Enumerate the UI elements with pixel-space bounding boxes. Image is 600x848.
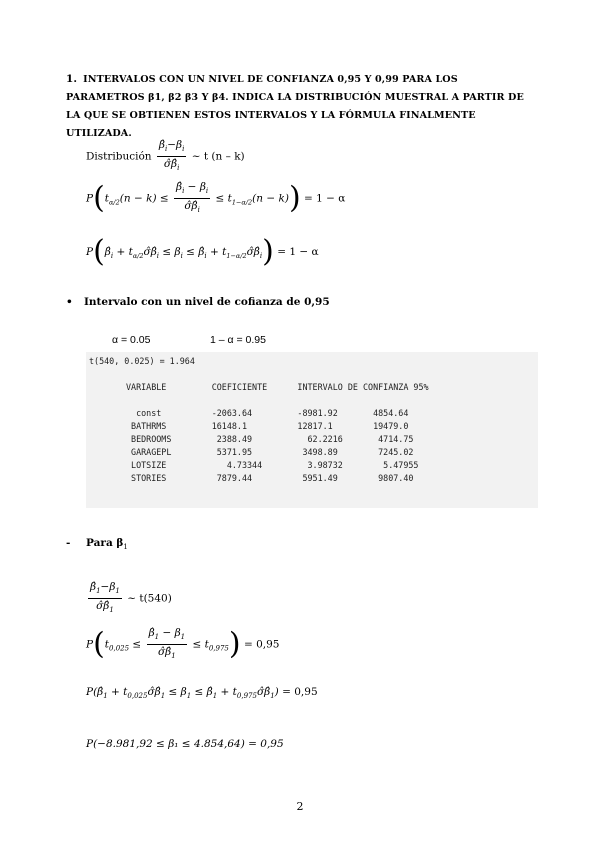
confidence-value: 1 – α = 0.95 (210, 334, 266, 346)
para-heading (66, 537, 128, 551)
regression-output-box (86, 352, 538, 508)
beta1-pivot: $\frac{\betâ_1 - \beta_1}{\sigmâ\betâ_1}$ (148, 627, 186, 660)
heading-number: 1. (66, 73, 78, 85)
beta1-interval-rhs: = 0,95 (282, 686, 318, 698)
pivot-fraction: $\frac{\betâ_i - \beta_i}{\sigmâ\betâ_i}$ (176, 181, 209, 214)
output-row: BEDROOMS 2388.49 62.2216 4714.75 (126, 434, 414, 444)
para-subscript: 1 (123, 543, 128, 551)
output-row: LOTSIZE 4.73344 3.98732 5.47955 (126, 460, 419, 470)
probability-rhs: = 1 − α (304, 192, 346, 205)
interval-rhs: = 1 − α (277, 246, 319, 258)
beta1-distribution (86, 580, 172, 617)
beta1-fraction: $\frac{\betâ_1-\beta_1}{\sigmâ\betâ_1}$ (90, 581, 120, 614)
dash-symbol: - (66, 537, 71, 549)
distribution-rhs: ~ t (n – k) (191, 150, 245, 163)
beta1-probability-rhs: = 0,95 (243, 638, 280, 651)
bullet-symbol: • (66, 296, 73, 308)
distribution-formula (86, 138, 245, 175)
beta1-final: P(−8.981,92 ≤ β₁ ≤ 4.854,64) = 0,95 (86, 738, 284, 750)
heading-text: INTERVALOS CON UN NIVEL DE CONFIANZA 0,95 Y 0,99 PARA LOS PARAMETROS β1, β2 β3 Y β4. INDICA LA DISTRIBUCIÓN MUESTRAL A PARTIR DE LA QUE SE OBTIENEN ESTOS INTERVALOS Y LA FÓRMULA FINALMENTE UTILIZADA. (66, 74, 524, 139)
output-row: const -2063.64 -8981.92 4854.64 (126, 408, 409, 418)
t-statistic-fraction: $\frac{\betâ_i-\beta_i}{\sigmâ\betâ_i}$ (158, 139, 185, 172)
output-header: VARIABLE COEFICIENTE INTERVALO DE CONFIANZA 95% (126, 382, 429, 392)
t-critical-line: t(540, 0.025) = 1.964 (89, 356, 195, 366)
page-number: 2 (296, 800, 304, 813)
beta1-dist-rhs: ~ t(540) (127, 592, 172, 605)
probability-equation: $P(t_{\alpha/2}(n - k)$ ≤ $\frac{\betâ_i - \beta_i}{\sigmâ\betâ_i}$ ≤ $t_{1-\alpha/2}(n - k)) = 1 - \alpha$ (86, 180, 346, 216)
distribution-label: Distribución (86, 150, 152, 163)
beta1-interval: $P(\betâ_1$ + $t_{0,025}\sigmâ\betâ_1 \le \beta_1$ ≤ $\betâ_1$ + $t_{0,975}\sigmâ\betâ_1) = 0,95$ (86, 686, 318, 700)
alpha-value: α = 0.05 (112, 334, 151, 346)
output-row: STORIES 7879.44 5951.49 9807.40 (126, 473, 414, 483)
para-title: Para β (86, 537, 124, 549)
beta1-probability: $P(t_{0,025}$ ≤ $\frac{\betâ_1 - \beta_1}{\sigmâ\betâ_1}$ ≤ $t_{0,975}) = 0,95$ (86, 626, 280, 662)
output-row: BATHRMS 16148.1 12817.1 19479.0 (126, 421, 409, 431)
interval-equation: $P(\betâ_i$ + $t_{\alpha/2}\sigmâ\betâ_i \le \beta_i$ ≤ $\betâ_i$ + $t_{1-\alpha/2}\sigmâ\betâ_i) = 1 - \alpha$ (86, 234, 319, 269)
bullet-title: Intervalo con un nivel de cofianza de 0,95 (84, 296, 330, 308)
output-row: GARAGEPL 5371.95 3498.89 7245.02 (126, 447, 414, 457)
section-heading (66, 70, 536, 143)
bullet-heading (66, 296, 330, 308)
